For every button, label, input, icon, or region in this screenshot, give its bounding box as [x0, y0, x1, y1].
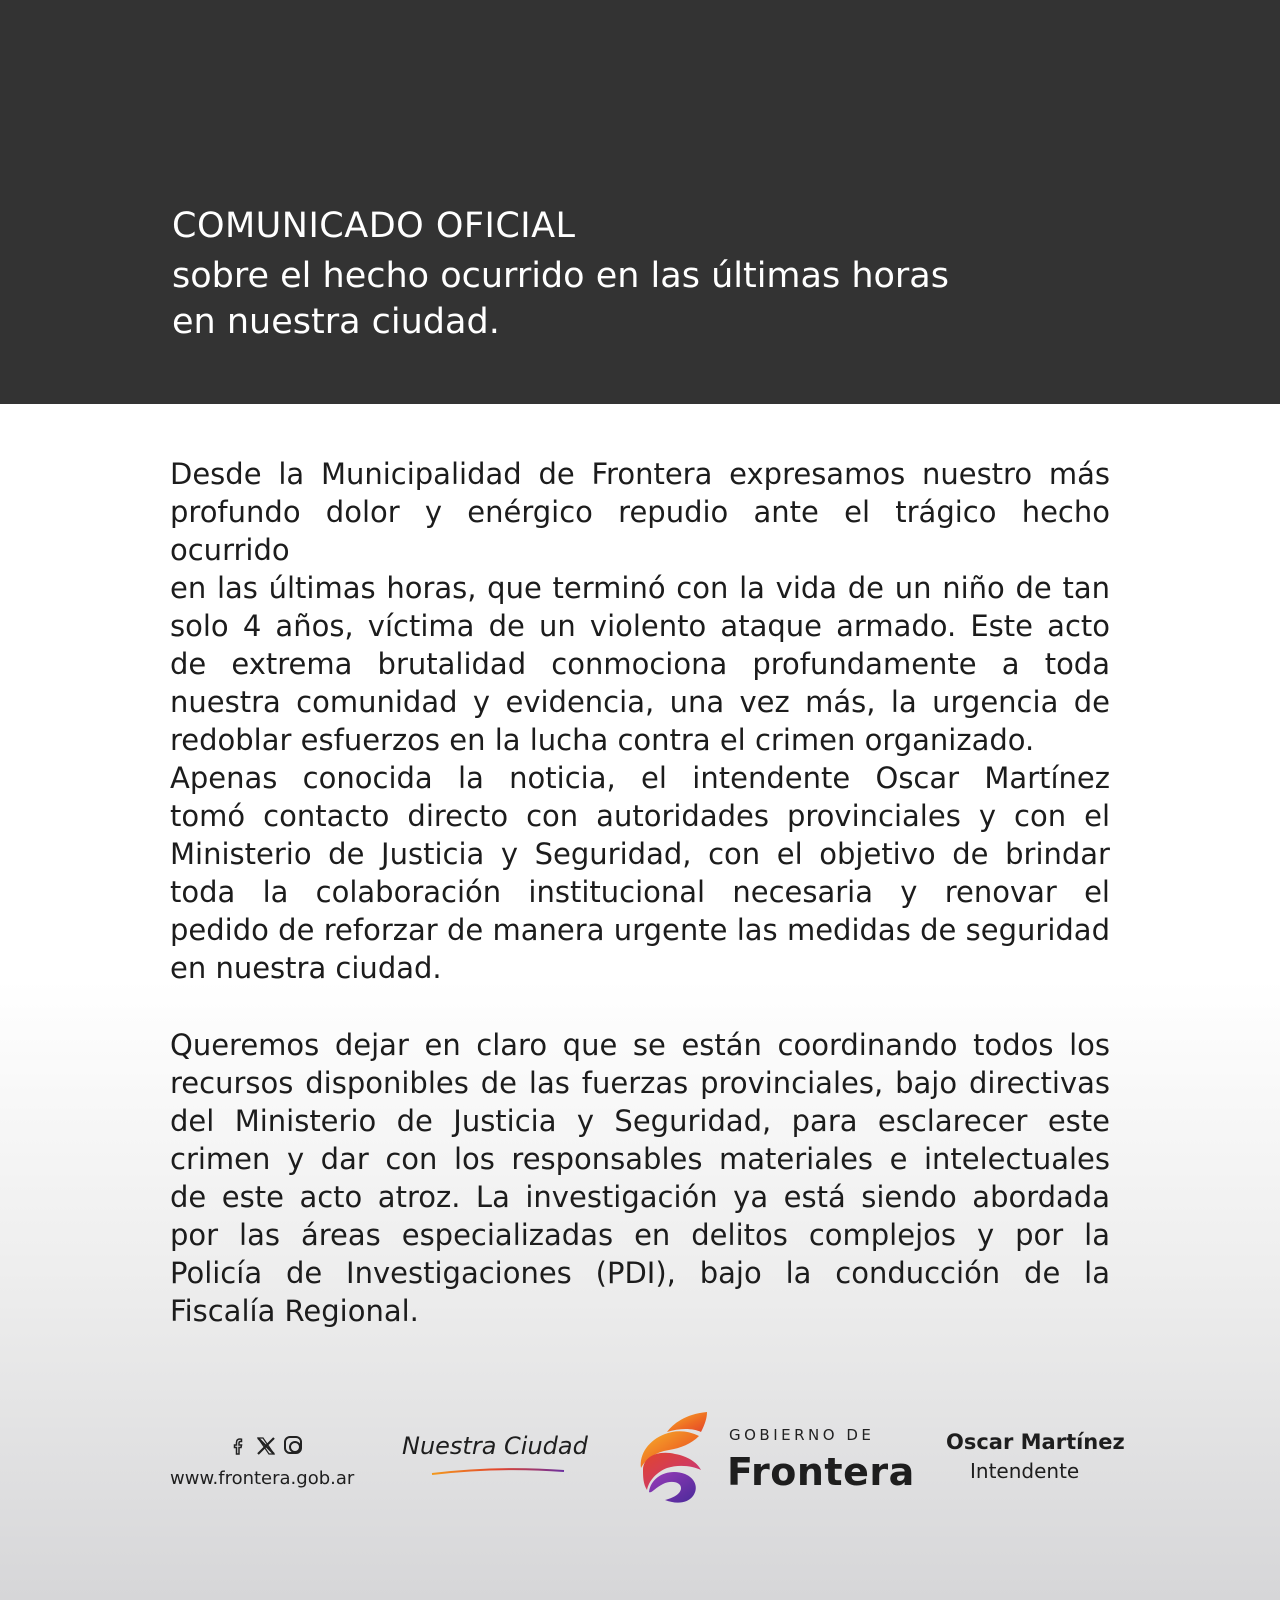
footer	[0, 1400, 1280, 1520]
text-line: Desde la Municipalidad de Frontera expresamos nuestro más	[170, 457, 1110, 491]
paragraph-3	[170, 1026, 1110, 1330]
mayor-role: Intendente	[970, 1459, 1080, 1483]
social-links	[228, 1436, 302, 1456]
text-line: Apenas conocida la noticia, el intendente Oscar Martínez	[170, 761, 1110, 795]
website-link[interactable]: www.frontera.gob.ar	[170, 1468, 355, 1489]
nuestra-ciudad-logo: Nuestra Ciudad	[402, 1432, 588, 1460]
text-line: toda la colaboración institucional necesaria y renovar el	[170, 875, 1110, 909]
gobierno-de-label: GOBIERNO DE	[729, 1426, 875, 1444]
paragraph-2	[170, 759, 1110, 987]
nuestra-ciudad-underline	[430, 1466, 566, 1476]
page-title: COMUNICADO OFICIAL	[172, 206, 576, 246]
text-line: tomó contacto directo con autoridades provinciales y con el	[170, 799, 1110, 833]
text-line: crimen y dar con los responsables materiales e intelectuales	[170, 1142, 1110, 1176]
paragraph-1	[170, 455, 1110, 759]
x-icon[interactable]	[256, 1436, 276, 1456]
subtitle-line: sobre el hecho ocurrido en las últimas horas	[172, 256, 949, 296]
mayor-name: Oscar Martínez	[946, 1430, 1125, 1454]
text-line: Queremos dejar en claro que se están coordinando todos los	[170, 1028, 1110, 1062]
frontera-wordmark: Frontera	[727, 1450, 915, 1494]
header-banner	[0, 0, 1280, 404]
facebook-icon[interactable]	[228, 1436, 248, 1456]
text-line: en las últimas horas, que terminó con la vida de un niño de tan	[170, 571, 1110, 605]
text-line: Fiscalía Regional.	[170, 1294, 419, 1328]
text-line: de extrema brutalidad conmociona profundamente a toda	[170, 647, 1110, 681]
text-line: pedido de reforzar de manera urgente las medidas de seguridad	[170, 913, 1110, 947]
subtitle-line: en nuestra ciudad.	[172, 302, 500, 342]
text-line: nuestra comunidad y evidencia, una vez más, la urgencia de	[170, 685, 1110, 719]
text-line: profundo dolor y enérgico repudio ante el trágico hecho ocurrido	[170, 495, 1110, 567]
text-line: redoblar esfuerzos en la lucha contra el crimen organizado.	[170, 723, 1035, 757]
text-line: del Ministerio de Justicia y Seguridad, para esclarecer este	[170, 1104, 1110, 1138]
text-line: recursos disponibles de las fuerzas provinciales, bajo directivas	[170, 1066, 1110, 1100]
text-line: solo 4 años, víctima de un violento ataque armado. Este acto	[170, 609, 1110, 643]
page-subtitle	[172, 253, 949, 345]
text-line: en nuestra ciudad.	[170, 951, 442, 985]
instagram-icon[interactable]	[284, 1436, 302, 1454]
text-line: Policía de Investigaciones (PDI), bajo la conducción de la	[170, 1256, 1110, 1290]
text-line: de este acto atroz. La investigación ya está siendo abordada	[170, 1180, 1110, 1214]
text-line: por las áreas especializadas en delitos complejos y por la	[170, 1218, 1110, 1252]
frontera-logo-icon	[635, 1410, 715, 1506]
text-line: Ministerio de Justicia y Seguridad, con el objetivo de brindar	[170, 837, 1110, 871]
